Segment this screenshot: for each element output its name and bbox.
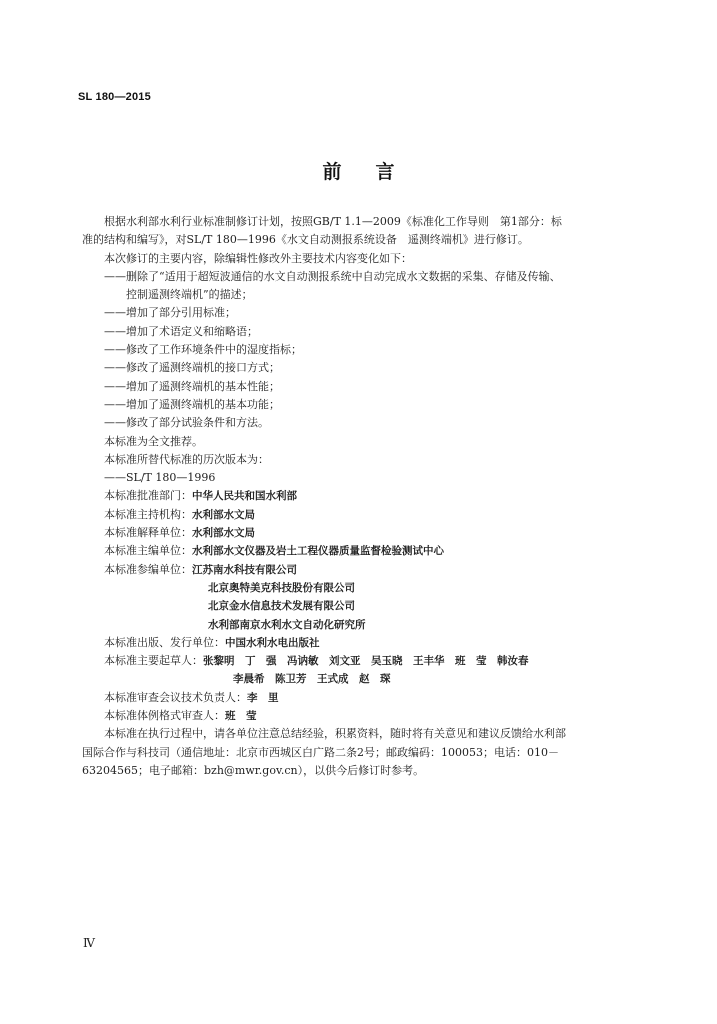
replaced-label: 本标准所替代标准的历次版本为： xyxy=(104,452,269,466)
change-item: ——修改了遥测终端机的接口方式； xyxy=(104,361,280,375)
change-item-continued: 控制遥测终端机”的描述； xyxy=(126,288,253,302)
approver-label: 本标准批准部门： xyxy=(104,489,192,503)
intro-line: 本次修订的主要内容，除编辑性修改外主要技术内容变化如下： xyxy=(104,251,412,265)
approver-value: 中华人民共和国水利部 xyxy=(192,490,297,503)
intro-line: 根据水利部水利行业标准制修订计划，按照GB/T 1.1—2009《标准化工作导则 第1部分：标 xyxy=(104,215,562,228)
page-title: 前言 xyxy=(322,161,429,183)
format-reviewer-label: 本标准体例格式审查人： xyxy=(104,709,225,723)
change-item: ——增加了术语定义和缩略语； xyxy=(104,324,258,338)
drafters-value: 李晨希 陈卫芳 王式成 赵 琛 xyxy=(233,673,391,686)
editor-row xyxy=(82,542,642,560)
format-reviewer-row xyxy=(82,707,642,725)
change-item: ——删除了“适用于超短波通信的水文自动测报系统中自动完成水文数据的采集、存储及传输、 xyxy=(104,269,561,283)
reviewer-label: 本标准审查会议技术负责人： xyxy=(104,690,247,704)
co-editor-value: 北京金水信息技术发展有限公司 xyxy=(208,600,355,613)
drafters-row xyxy=(82,652,642,670)
co-editor-label: 本标准参编单位： xyxy=(104,562,192,576)
interpreter-row xyxy=(82,524,642,542)
approver-row xyxy=(82,487,642,505)
reviewer-value: 李 里 xyxy=(247,691,279,704)
co-editor-value: 水利部南京水利水文自动化研究所 xyxy=(208,618,366,631)
interpreter-label: 本标准解释单位： xyxy=(104,526,192,540)
replaced-item: ——SL/T 180—1996 xyxy=(104,471,216,485)
closing-line: 国际合作与科技司（通信地址：北京市西城区白广路二条2号；邮政编码：100053；电话：010－ xyxy=(82,745,559,759)
publisher-row xyxy=(82,634,642,652)
host-value: 水利部水文局 xyxy=(192,508,255,521)
co-editor-row xyxy=(82,561,642,579)
change-item: ——增加了遥测终端机的基本功能； xyxy=(104,397,280,411)
closing-line: 63204565；电子邮箱：bzh@mwr.gov.cn），以供今后修订时参考。 xyxy=(82,763,425,777)
drafters-row xyxy=(82,670,642,688)
intro-line: 准的结构和编写》，对SL/T 180—1996《水文自动测报系统设备 遥测终端机》进行修订。 xyxy=(82,233,529,247)
change-item: ——增加了部分引用标准； xyxy=(104,306,236,320)
drafters-value: 张黎明 丁 强 冯讷敏 刘文亚 吴玉晓 王丰华 班 莹 韩汝春 xyxy=(203,655,529,668)
recommend-line: 本标准为全文推荐。 xyxy=(104,434,203,448)
closing-line: 本标准在执行过程中，请各单位注意总结经验，积累资料，随时将有关意见和建议反馈给水利部 xyxy=(104,727,566,741)
publisher-value: 中国水利水电出版社 xyxy=(225,636,320,649)
host-label: 本标准主持机构： xyxy=(104,507,192,521)
preface-body xyxy=(82,213,642,780)
editor-value: 水利部水文仪器及岩土工程仪器质量监督检验测试中心 xyxy=(192,545,444,558)
reviewer-row xyxy=(82,689,642,707)
standard-code: SL 180—2015 xyxy=(78,91,151,103)
co-editor-value: 北京奥特美克科技股份有限公司 xyxy=(208,581,355,594)
change-item: ——修改了部分试验条件和方法。 xyxy=(104,416,269,430)
change-item: ——修改了工作环境条件中的湿度指标； xyxy=(104,343,302,357)
co-editor-row xyxy=(82,616,642,634)
co-editor-row xyxy=(82,579,642,597)
co-editor-row xyxy=(82,597,642,615)
publisher-label: 本标准出版、发行单位： xyxy=(104,635,225,649)
host-row xyxy=(82,506,642,524)
editor-label: 本标准主编单位： xyxy=(104,544,192,558)
co-editor-value: 江苏南水科技有限公司 xyxy=(192,563,297,576)
change-item: ——增加了遥测终端机的基本性能； xyxy=(104,379,280,393)
page-number: Ⅳ xyxy=(83,936,95,950)
drafters-label: 本标准主要起草人： xyxy=(104,654,203,668)
format-reviewer-value: 班 莹 xyxy=(225,710,257,723)
interpreter-value: 水利部水文局 xyxy=(192,527,255,540)
